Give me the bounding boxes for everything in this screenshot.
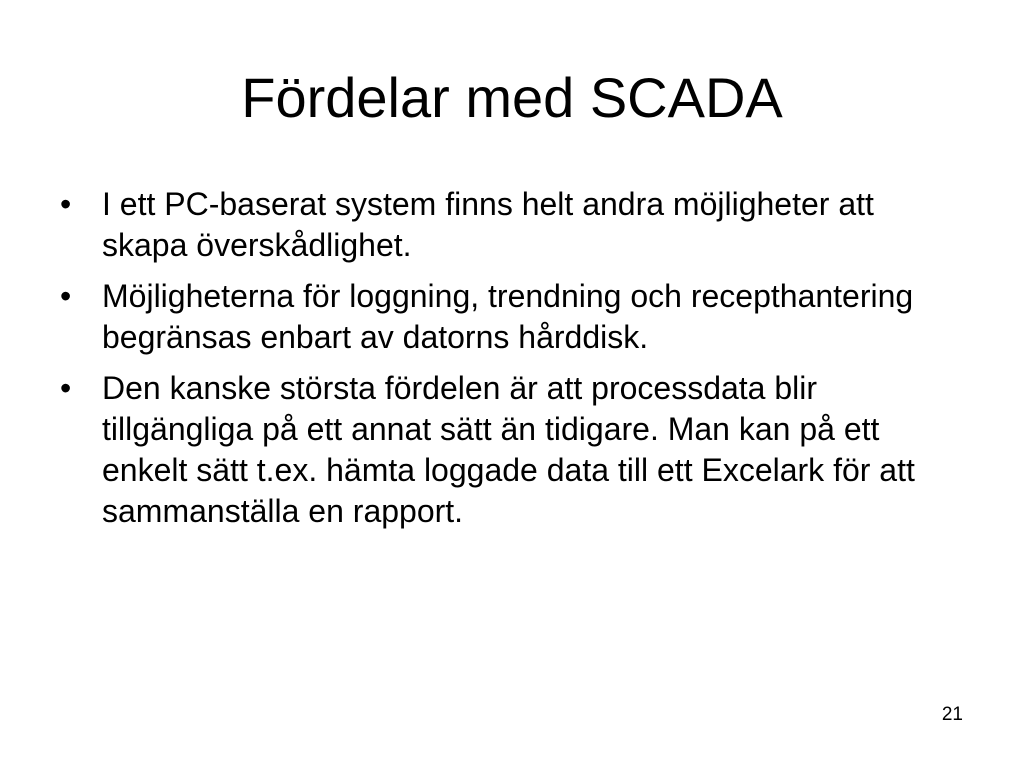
bullet-text: I ett PC-baserat system finns helt andra möjligheter att skapa överskådlighet. bbox=[102, 186, 874, 263]
bullet-marker: • bbox=[60, 186, 72, 222]
bullet-text: Möjligheterna för loggning, trendning och recepthantering begränsas enbart av datorns hårddisk. bbox=[102, 278, 914, 355]
bullet-text: Den kanske största fördelen är att processdata blir tillgängliga på ett annat sätt än tidigare. Man kan på ett enkelt sätt t.ex. hämta loggade data till ett Excelark för att sammanställa en rapport. bbox=[102, 370, 915, 529]
bullet-item bbox=[58, 184, 968, 266]
slide-number: 21 bbox=[941, 704, 963, 725]
bullet-item bbox=[58, 368, 968, 532]
bullet-marker: • bbox=[60, 278, 72, 314]
bullet-item bbox=[58, 276, 968, 358]
slide-title: Fördelar med SCADA bbox=[241, 66, 783, 129]
bullet-list bbox=[58, 184, 968, 542]
bullet-marker: • bbox=[60, 370, 72, 406]
